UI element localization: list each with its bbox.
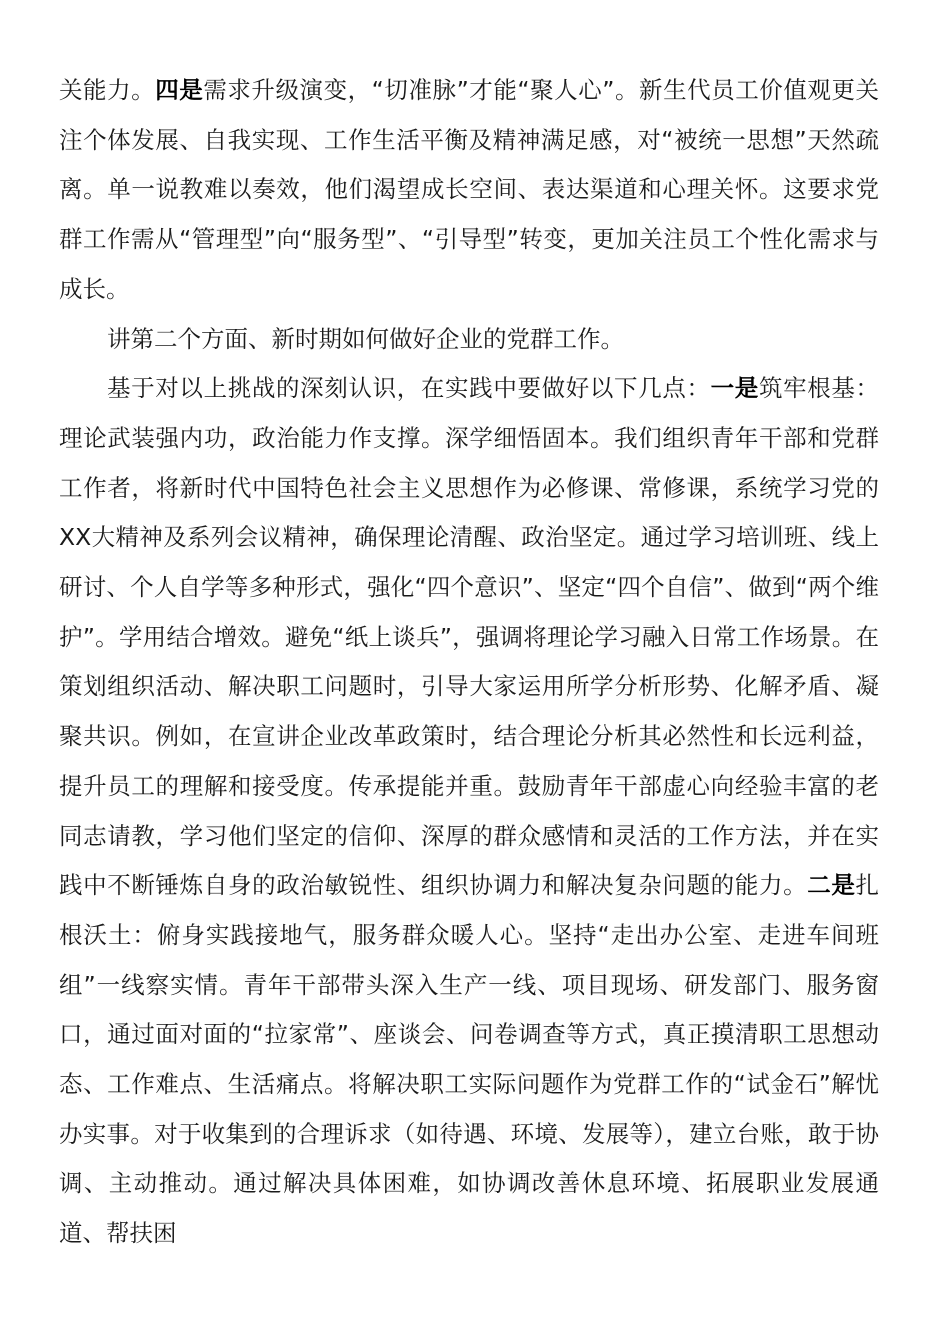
paragraph-2-text: 讲第二个方面、新时期如何做好企业的党群工作。 [107,324,624,353]
paragraph-3-bold-point-1: 一是 [710,374,759,403]
paragraph-2-section-heading [59,315,879,365]
paragraph-3-text-3: 扎根沃土：俯身实践接地气，服务群众暖人心。坚持“走出办公室、走进车间班组”一线察实情。青年干部带头深入生产一线、项目现场、研发部门、服务窗口，通过面对面的“拉家常”、座谈会、问卷调查等方式，真正摸清职工思想动态、工作难点、生活痛点。将解决职工实际问题作为党群工作的“试金石”解忧办实事。对于收集到的合理诉求（如待遇、环境、发展等），建立台账，敢于协调、主动推动。通过解决具体困难，如协调改善休息环境、拓展职业发展通道、帮扶困 [59,871,880,1248]
paragraph-3 [59,364,879,1259]
paragraph-3-bold-point-2: 二是 [807,871,856,900]
document-page [59,66,879,1259]
paragraph-1 [59,66,879,315]
paragraph-3-text-2: 筑牢根基：理论武装强内功，政治能力作支撑。深学细悟固本。我们组织青年干部和党群工作者，将新时代中国特色社会主义思想作为必修课、常修课，系统学习党的XX大精神及系列会议精神，确保理论清醒、政治坚定。通过学习培训班、线上研讨、个人自学等多种形式，强化“四个意识”、坚定“四个自信”、做到“两个维护”。学用结合增效。避免“纸上谈兵”，强调将理论学习融入日常工作场景。在策划组织活动、解决职工问题时，引导大家运用所学分析形势、化解矛盾、凝聚共识。例如，在宣讲企业改革政策时，结合理论分析其必然性和长远利益，提升员工的理解和接受度。传承提能并重。鼓励青年干部虚心向经验丰富的老同志请教，学习他们坚定的信仰、深厚的群众感情和灵活的工作方法，并在实践中不断锤炼自身的政治敏锐性、组织协调力和解决复杂问题的能力。 [59,374,880,900]
paragraph-1-bold-lead: 四是 [155,76,204,104]
paragraph-1-text-2: 需求升级演变，“切准脉”才能“聚人心”。新生代员工价值观更关注个体发展、自我实现、工作生活平衡及精神满足感，对“被统一思想”天然疏离。单一说教难以奏效，他们渴望成长空间、表达渠道和心理关怀。这要求党群工作需从“管理型”向“服务型”、“引导型”转变，更加关注员工个性化需求与成长。 [59,76,880,303]
paragraph-1-text-1: 关能力。 [59,76,156,104]
paragraph-3-text-1: 基于对以上挑战的深刻认识，在实践中要做好以下几点： [107,374,711,403]
